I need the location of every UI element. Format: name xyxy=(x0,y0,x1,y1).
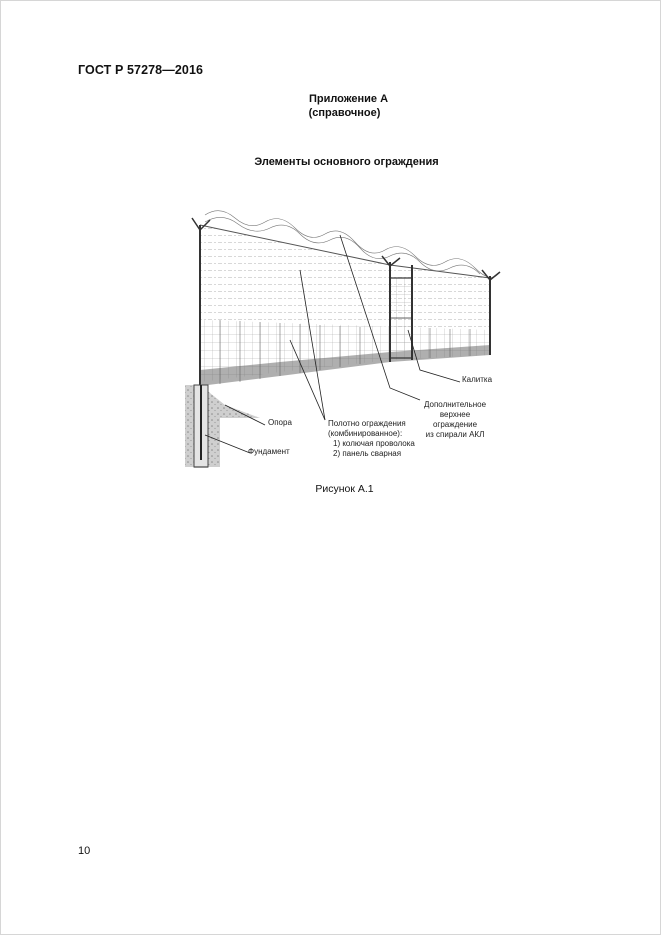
page-number: 10 xyxy=(78,845,91,857)
appendix-heading xyxy=(0,92,661,120)
label-fabric xyxy=(328,419,415,459)
label-fabric-line4: 2) панель сварная xyxy=(333,449,402,458)
figure-caption: Рисунок А.1 xyxy=(315,483,374,495)
label-extra-top-line1: Дополнительное xyxy=(424,400,487,409)
standard-code: ГОСТ Р 57278—2016 xyxy=(78,63,204,77)
appendix-subtitle: (справочное) xyxy=(308,107,381,119)
label-extra-top xyxy=(424,400,486,440)
fence-figure xyxy=(180,190,510,480)
label-extra-top-line2: верхнее xyxy=(439,410,471,419)
gate-frame xyxy=(390,278,412,358)
barbed-wire-section xyxy=(200,225,490,330)
label-extra-top-line3: ограждение xyxy=(432,420,478,429)
section-title: Элементы основного ограждения xyxy=(254,156,439,168)
label-fabric-line2: (комбинированное): xyxy=(328,429,403,438)
label-gate: Калитка xyxy=(462,375,493,384)
label-fabric-line3: 1) колючая проволока xyxy=(333,439,415,448)
label-extra-top-line4: из спирали АКЛ xyxy=(425,430,485,439)
appendix-title: Приложение А xyxy=(308,93,389,105)
label-foundation: Фундамент xyxy=(248,447,290,456)
label-support: Опора xyxy=(268,418,292,427)
label-fabric-line1: Полотно ограждения xyxy=(328,419,406,428)
